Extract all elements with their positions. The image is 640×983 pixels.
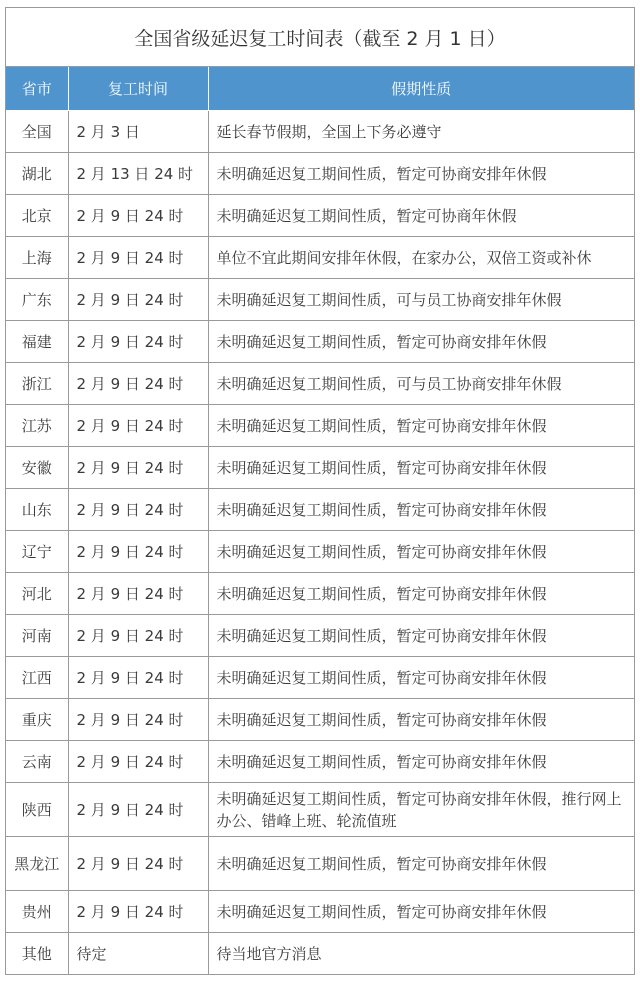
cell-holiday-nature: 未明确延迟复工期间性质，暂定可协商安排年休假: [208, 405, 634, 447]
table-row: [6, 891, 634, 933]
cell-province: 上海: [6, 237, 68, 279]
cell-resume-time: 2 月 9 日 24 时: [68, 531, 208, 573]
cell-province: 浙江: [6, 363, 68, 405]
cell-resume-time: 2 月 9 日 24 时: [68, 237, 208, 279]
cell-resume-time: 2 月 13 日 24 时: [68, 153, 208, 195]
table-row: [6, 405, 634, 447]
table-row: [6, 657, 634, 699]
table-row: [6, 699, 634, 741]
cell-holiday-nature: 未明确延迟复工期间性质，暂定可协商安排年休假: [208, 489, 634, 531]
cell-province: 江苏: [6, 405, 68, 447]
cell-province: 贵州: [6, 891, 68, 933]
schedule-table-container: [5, 7, 635, 975]
cell-resume-time: 2 月 9 日 24 时: [68, 447, 208, 489]
cell-province: 广东: [6, 279, 68, 321]
table-row: [6, 363, 634, 405]
table-row: [6, 837, 634, 891]
header-province: 省市: [6, 67, 68, 111]
cell-resume-time: 2 月 9 日 24 时: [68, 363, 208, 405]
table-header-row: [6, 67, 634, 111]
cell-province: 河北: [6, 573, 68, 615]
cell-holiday-nature: 未明确延迟复工期间性质，暂定可协商安排年休假: [208, 573, 634, 615]
cell-holiday-nature: 未明确延迟复工期间性质，可与员工协商安排年休假: [208, 363, 634, 405]
cell-holiday-nature: 延长春节假期，全国上下务必遵守: [208, 111, 634, 153]
cell-province: 全国: [6, 111, 68, 153]
cell-holiday-nature: 未明确延迟复工期间性质，暂定可协商安排年休假，推行网上办公、错峰上班、轮流值班: [208, 783, 634, 837]
table-row: [6, 531, 634, 573]
cell-province: 湖北: [6, 153, 68, 195]
cell-resume-time: 2 月 9 日 24 时: [68, 891, 208, 933]
table-row: [6, 321, 634, 363]
cell-province: 重庆: [6, 699, 68, 741]
cell-province: 北京: [6, 195, 68, 237]
table-row: [6, 489, 634, 531]
table-row: [6, 279, 634, 321]
table-row: [6, 111, 634, 153]
cell-holiday-nature: 未明确延迟复工期间性质，暂定可协商安排年休假: [208, 891, 634, 933]
cell-province: 其他: [6, 933, 68, 975]
cell-holiday-nature: 未明确延迟复工期间性质，暂定可协商安排年休假: [208, 837, 634, 891]
cell-resume-time: 2 月 9 日 24 时: [68, 699, 208, 741]
cell-holiday-nature: 未明确延迟复工期间性质，暂定可协商安排年休假: [208, 615, 634, 657]
table-row: [6, 741, 634, 783]
table-row: [6, 615, 634, 657]
cell-holiday-nature: 未明确延迟复工期间性质，可与员工协商安排年休假: [208, 279, 634, 321]
cell-resume-time: 2 月 9 日 24 时: [68, 783, 208, 837]
cell-holiday-nature: 单位不宜此期间安排年休假，在家办公，双倍工资或补休: [208, 237, 634, 279]
cell-holiday-nature: 未明确延迟复工期间性质，暂定可协商安排年休假: [208, 321, 634, 363]
cell-resume-time: 2 月 9 日 24 时: [68, 573, 208, 615]
cell-province: 江西: [6, 657, 68, 699]
header-resume-time: 复工时间: [68, 67, 208, 111]
cell-resume-time: 2 月 9 日 24 时: [68, 657, 208, 699]
cell-province: 陕西: [6, 783, 68, 837]
cell-holiday-nature: 未明确延迟复工期间性质，暂定可协商安排年休假: [208, 741, 634, 783]
cell-resume-time: 2 月 9 日 24 时: [68, 741, 208, 783]
cell-resume-time: 2 月 9 日 24 时: [68, 279, 208, 321]
cell-resume-time: 2 月 9 日 24 时: [68, 405, 208, 447]
cell-holiday-nature: 未明确延迟复工期间性质，暂定可协商安排年休假: [208, 447, 634, 489]
cell-province: 黑龙江: [6, 837, 68, 891]
cell-resume-time: 2 月 9 日 24 时: [68, 489, 208, 531]
table-title: 全国省级延迟复工时间表（截至 2 月 1 日）: [6, 8, 634, 67]
cell-province: 河南: [6, 615, 68, 657]
cell-resume-time: 2 月 9 日 24 时: [68, 321, 208, 363]
cell-holiday-nature: 未明确延迟复工期间性质，暂定可协商安排年休假: [208, 153, 634, 195]
cell-resume-time: 2 月 9 日 24 时: [68, 837, 208, 891]
cell-province: 云南: [6, 741, 68, 783]
table-row: [6, 153, 634, 195]
cell-resume-time: 2 月 3 日: [68, 111, 208, 153]
table-row: [6, 573, 634, 615]
cell-resume-time: 待定: [68, 933, 208, 975]
cell-province: 辽宁: [6, 531, 68, 573]
table-row: [6, 195, 634, 237]
table-row: [6, 237, 634, 279]
table-row: [6, 933, 634, 975]
cell-holiday-nature: 待当地官方消息: [208, 933, 634, 975]
cell-province: 安徽: [6, 447, 68, 489]
table-row: [6, 447, 634, 489]
table-row: [6, 783, 634, 837]
cell-province: 福建: [6, 321, 68, 363]
schedule-table: [6, 67, 634, 974]
cell-resume-time: 2 月 9 日 24 时: [68, 615, 208, 657]
cell-province: 山东: [6, 489, 68, 531]
cell-holiday-nature: 未明确延迟复工期间性质，暂定可协商安排年休假: [208, 657, 634, 699]
header-holiday-nature: 假期性质: [208, 67, 634, 111]
cell-holiday-nature: 未明确延迟复工期间性质，暂定可协商安排年休假: [208, 699, 634, 741]
cell-holiday-nature: 未明确延迟复工期间性质，暂定可协商安排年休假: [208, 531, 634, 573]
cell-holiday-nature: 未明确延迟复工期间性质，暂定可协商年休假: [208, 195, 634, 237]
cell-resume-time: 2 月 9 日 24 时: [68, 195, 208, 237]
